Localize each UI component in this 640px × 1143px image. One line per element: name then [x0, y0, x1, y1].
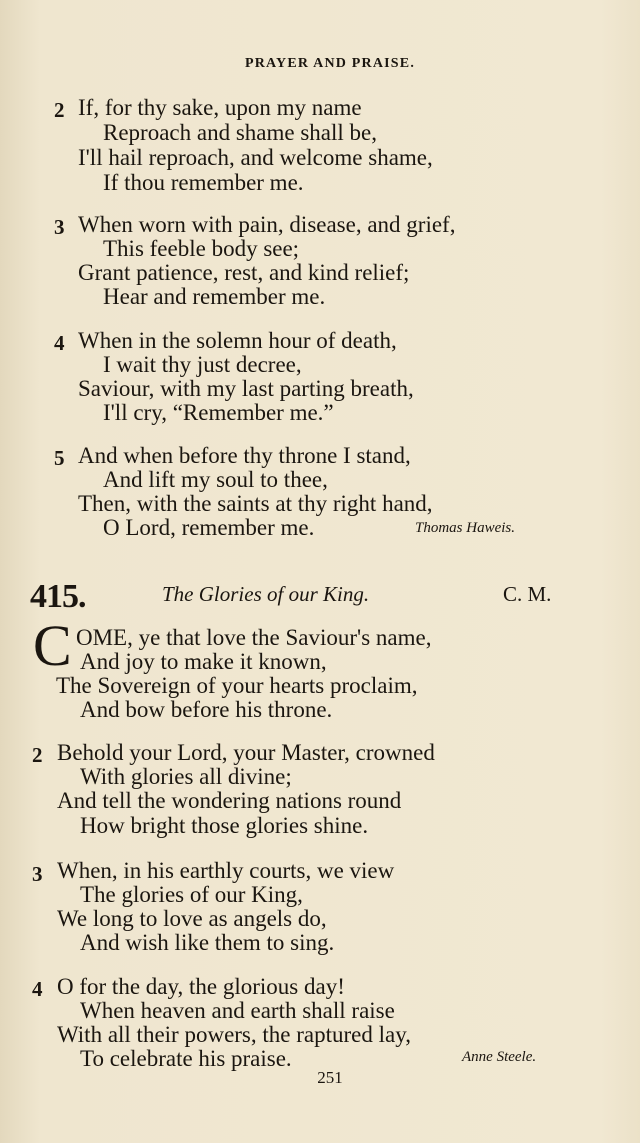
- hymn-meter: C. M.: [503, 582, 552, 606]
- verse-number: 4: [32, 977, 43, 1001]
- verse-line: How bright those glories shine.: [80, 813, 369, 838]
- verse-line: Hear and remember me.: [103, 284, 326, 309]
- verse-line: And when before thy throne I stand,: [78, 443, 411, 468]
- verse-line: I'll cry, “Remember me.”: [103, 400, 334, 425]
- verse-line: When worn with pain, disease, and grief,: [78, 212, 456, 237]
- verse-line: Then, with the saints at thy right hand,: [78, 491, 433, 516]
- verse-number: 4: [54, 331, 65, 355]
- author-attribution: Anne Steele.: [462, 1049, 537, 1065]
- verse-line: And tell the wondering nations round: [57, 788, 402, 813]
- verse-line: This feeble body see;: [103, 236, 300, 261]
- verse-line: I'll hail reproach, and welcome shame,: [78, 145, 433, 170]
- verse-line: If thou remember me.: [103, 170, 304, 195]
- author-attribution: Thomas Haweis.: [415, 520, 516, 536]
- verse-line: When, in his earthly courts, we view: [57, 858, 395, 883]
- verse-line: To celebrate his praise.: [80, 1046, 292, 1071]
- verse-line: And wish like them to sing.: [80, 930, 335, 955]
- verse-line: And joy to make it known,: [80, 649, 327, 674]
- verse-line: Behold your Lord, your Master, crowned: [57, 740, 435, 765]
- verse-number: 3: [32, 862, 43, 886]
- verse-number: 5: [54, 446, 65, 470]
- page-number: 251: [317, 1068, 343, 1087]
- drop-cap: C: [33, 613, 72, 678]
- verse-line: When heaven and earth shall raise: [80, 998, 395, 1023]
- verse-line: O Lord, remember me.: [103, 515, 315, 540]
- verse-line: And lift my soul to thee,: [103, 467, 328, 492]
- verse-line: If, for thy sake, upon my name: [78, 95, 362, 120]
- running-header: PRAYER AND PRAISE.: [244, 56, 416, 71]
- hymn-title: The Glories of our King.: [162, 582, 370, 606]
- verse-line: Reproach and shame shall be,: [103, 120, 377, 145]
- verse-line: O for the day, the glorious day!: [57, 974, 345, 999]
- verse-line: The Sovereign of your hearts proclaim,: [56, 673, 418, 698]
- verse-line: We long to love as angels do,: [57, 906, 327, 931]
- verse-line: OME, ye that love the Saviour's name,: [76, 625, 432, 650]
- verse-line: And bow before his throne.: [80, 697, 333, 722]
- hymn-number: 415.: [30, 578, 86, 615]
- verse-line: I wait thy just decree,: [103, 352, 302, 377]
- verse-line: The glories of our King,: [80, 882, 303, 907]
- verse-line: With glories all divine;: [80, 764, 292, 789]
- verse-line: When in the solemn hour of death,: [78, 328, 397, 353]
- verse-number: 2: [54, 98, 65, 122]
- verse-line: Grant patience, rest, and kind relief;: [78, 260, 410, 285]
- verse-line: Saviour, with my last parting breath,: [78, 376, 414, 401]
- verse-number: 2: [32, 743, 43, 767]
- verse-number: 3: [54, 215, 65, 239]
- verse-line: With all their powers, the raptured lay,: [57, 1022, 411, 1047]
